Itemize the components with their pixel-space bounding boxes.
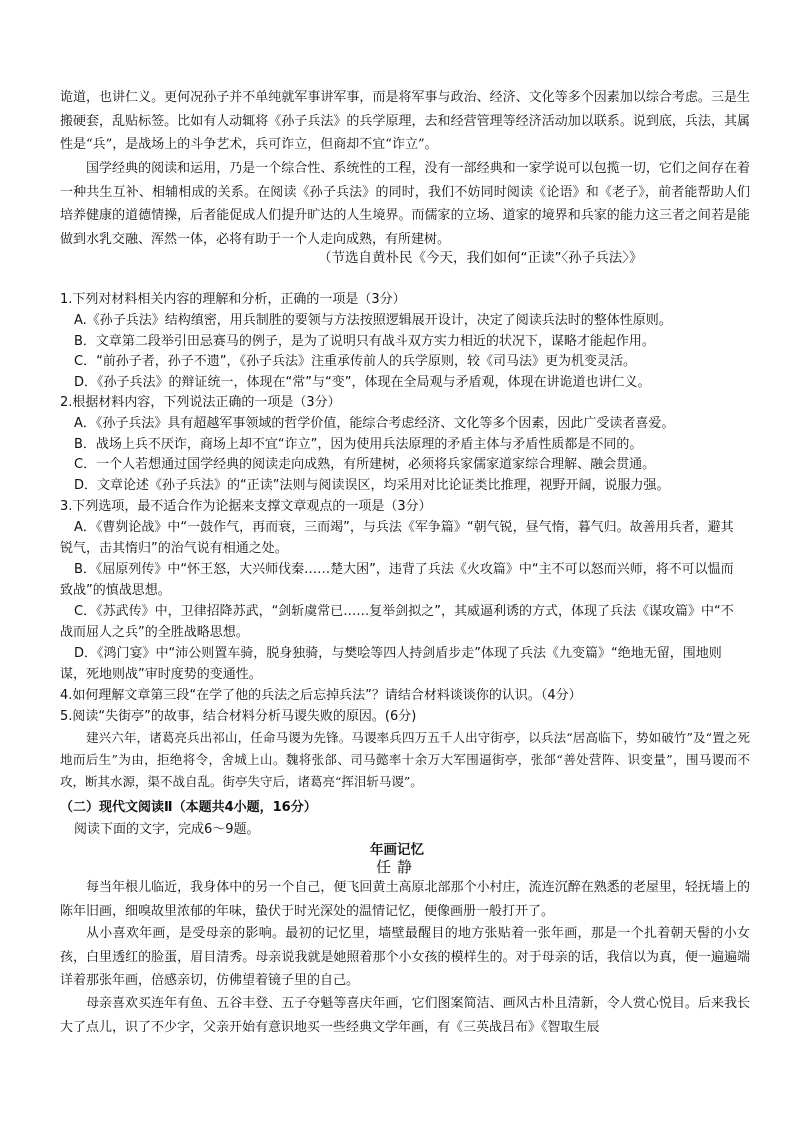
passage1-paragraph-2: 国学经典的阅读和运用，乃是一个综合性、系统性的工程，没有一部经典和一家学说可以包揽一切，它们之间存在着一种共生互补、相辅相成的关系。在阅读《孙子兵法》的同时，我们不妨同时阅读《论语》和《老子》，前者能帮助人们培养健康的道德情操，后者能促成人们提升旷达的人生境界。而儒家的立场、道家的境界和兵家的能力这三者之间若是能做到水乳交融、浑然一体，必将有助于一个人走向成熟，有所建树。 <box>60 161 750 247</box>
article-author: 任静 <box>375 858 418 876</box>
section-heading: （二）现代文阅读Ⅱ（本题共4小题，16分） <box>60 800 317 815</box>
question-2-option-b: B．战场上兵不厌诈，商场上却不宜“诈立”，因为使用兵法原理的矛盾主体与矛盾性质都是不同的。 <box>74 437 643 452</box>
article-title: 年画记忆 <box>370 842 424 858</box>
section-instructions: 阅读下面的文字，完成6～9题。 <box>74 822 260 837</box>
question-3-option-d: D．《鸿门宴》中“沛公则置车骑，脱身独骑，与樊哙等四人持剑盾步走”体现了兵法《九变篇》“绝地无留，围地则谋，死地则战”审时度势的变通性。 <box>60 646 722 682</box>
question-2: 2.根据材料内容，下列说法正确的一项是（3分） <box>60 395 341 410</box>
question-3-option-c: C．《苏武传》中，卫律招降苏武，“剑斩虞常已……复举剑拟之”，其威逼利诱的方式，体现了兵法《谋攻篇》中“不战而屈人之兵”的全胜战略思想。 <box>60 604 734 640</box>
question-3-option-b: B．《屈原列传》中“怀王怒，大兴师伐秦……楚大困”，违背了兵法《火攻篇》中“主不可以怒而兴师，将不可以愠而致战”的慎战思想。 <box>60 562 734 598</box>
question-2-option-c: C．一个人若想通过国学经典的阅读走向成熟，有所建树，必须将兵家儒家道家综合理解、融会贯通。 <box>74 457 656 472</box>
question-5: 5.阅读“失街亭”的故事，结合材料分析马谡失败的原因。(6分) <box>60 709 417 724</box>
question-5-story: 建兴六年，诸葛亮兵出祁山，任命马谡为先锋。马谡率兵四万五千人出守街亭，以兵法“居高临下，势如破竹”及“置之死地而后生”为由，拒绝将令，舍城上山。魏将张郃、司马懿率十余万大军围逼街亭，张郃“善处营阵、识变量”，围马谡而不攻，断其水源，渠不战自乱。街亭失守后，诸葛亮“挥泪斩马谡”。 <box>60 730 750 789</box>
article-paragraph-2: 从小喜欢年画，是受母亲的影响。最初的记忆里，墙壁最醒目的地方张贴着一张年画，那是一个扎着朝天髻的小女孩，白里透红的脸蛋，眉目清秀。母亲说我就是她照着那个小女孩的模样生的。对于母亲的话，我信以为真，便一遍遍端详着那张年画，倍感亲切，仿佛望着镜子里的自己。 <box>60 926 750 988</box>
article-paragraph-3: 母亲喜欢买连年有鱼、五谷丰登、五子夺魁等喜庆年画，它们图案简洁、画风古朴且清新，令人赏心悦目。后来我长大了点儿，识了不少字，父亲开始有意识地买一些经典文学年画，有《三英战吕布》《智取生辰 <box>60 996 750 1035</box>
question-3: 3.下列选项，最不适合作为论据来支撑文章观点的一项是（3分） <box>60 499 432 514</box>
question-4: 4.如何理解文章第三段“在学了他的兵法之后忘掉兵法”？请结合材料谈谈你的认识。（4分） <box>60 688 582 703</box>
question-3-option-a: A．《曹刿论战》中“一鼓作气，再而衰，三而竭”，与兵法《军争篇》“朝气锐，昼气惰，暮气归。故善用兵者，避其锐气，击其惰归”的治气说有相通之处。 <box>60 520 734 556</box>
passage1-paragraph-1: 诡道，也讲仁义。更何况孙子并不单纯就军事讲军事，而是将军事与政治、经济、文化等多个因素加以综合考虑。三是生搬硬套，乱贴标签。比如有人动辄将《孙子兵法》的兵学原理，去和经营管理等经济活动加以联系。说到底，兵法，其属性是“兵”，是战场上的斗争艺术，兵可诈立，但商却不宜“诈立”。 <box>60 90 750 152</box>
question-2-option-a: A．《孙子兵法》具有超越军事领域的哲学价值，能综合考虑经济、文化等多个因素，因此广受读者喜爱。 <box>74 416 675 431</box>
question-1-option-a: A.《孙子兵法》结构缜密，用兵制胜的要领与方法按照逻辑展开设计，决定了阅读兵法时的整体性原则。 <box>74 313 672 328</box>
question-1-option-c: C．“前孙子者，孙子不遗”，《孙子兵法》注重承传前人的兵学原则，较《司马法》更为机变灵活。 <box>74 354 637 369</box>
question-1-option-d: D．《孙子兵法》的辩证统一，体现在“常”与“变”，体现在全局观与矛盾观，体现在讲诡道也讲仁义。 <box>74 375 651 390</box>
passage1-source: （节选自黄朴民《今天，我们如何“正读”〈孙子兵法〉》 <box>318 250 643 266</box>
question-2-option-d: D．文章论述《孙子兵法》的“正读”法则与阅读误区，均采用对比论证类比推理，视野开阔，说服力强。 <box>74 478 670 493</box>
question-1: 1.下列对材料相关内容的理解和分析，正确的一项是（3分） <box>60 292 406 307</box>
question-1-option-b: B．文章第二段举引田忌赛马的例子，是为了说明只有战斗双方实力相近的状况下，谋略才能起作用。 <box>74 334 655 349</box>
article-paragraph-1: 每当年根儿临近，我身体中的另一个自己，便飞回黄土高原北部那个小村庄，流连沉醉在熟悉的老屋里，轻抚墙上的陈年旧画，细嗅故里浓郁的年味，蛰伏于时光深处的温情记忆，便像画册一般打开了。 <box>60 880 750 919</box>
